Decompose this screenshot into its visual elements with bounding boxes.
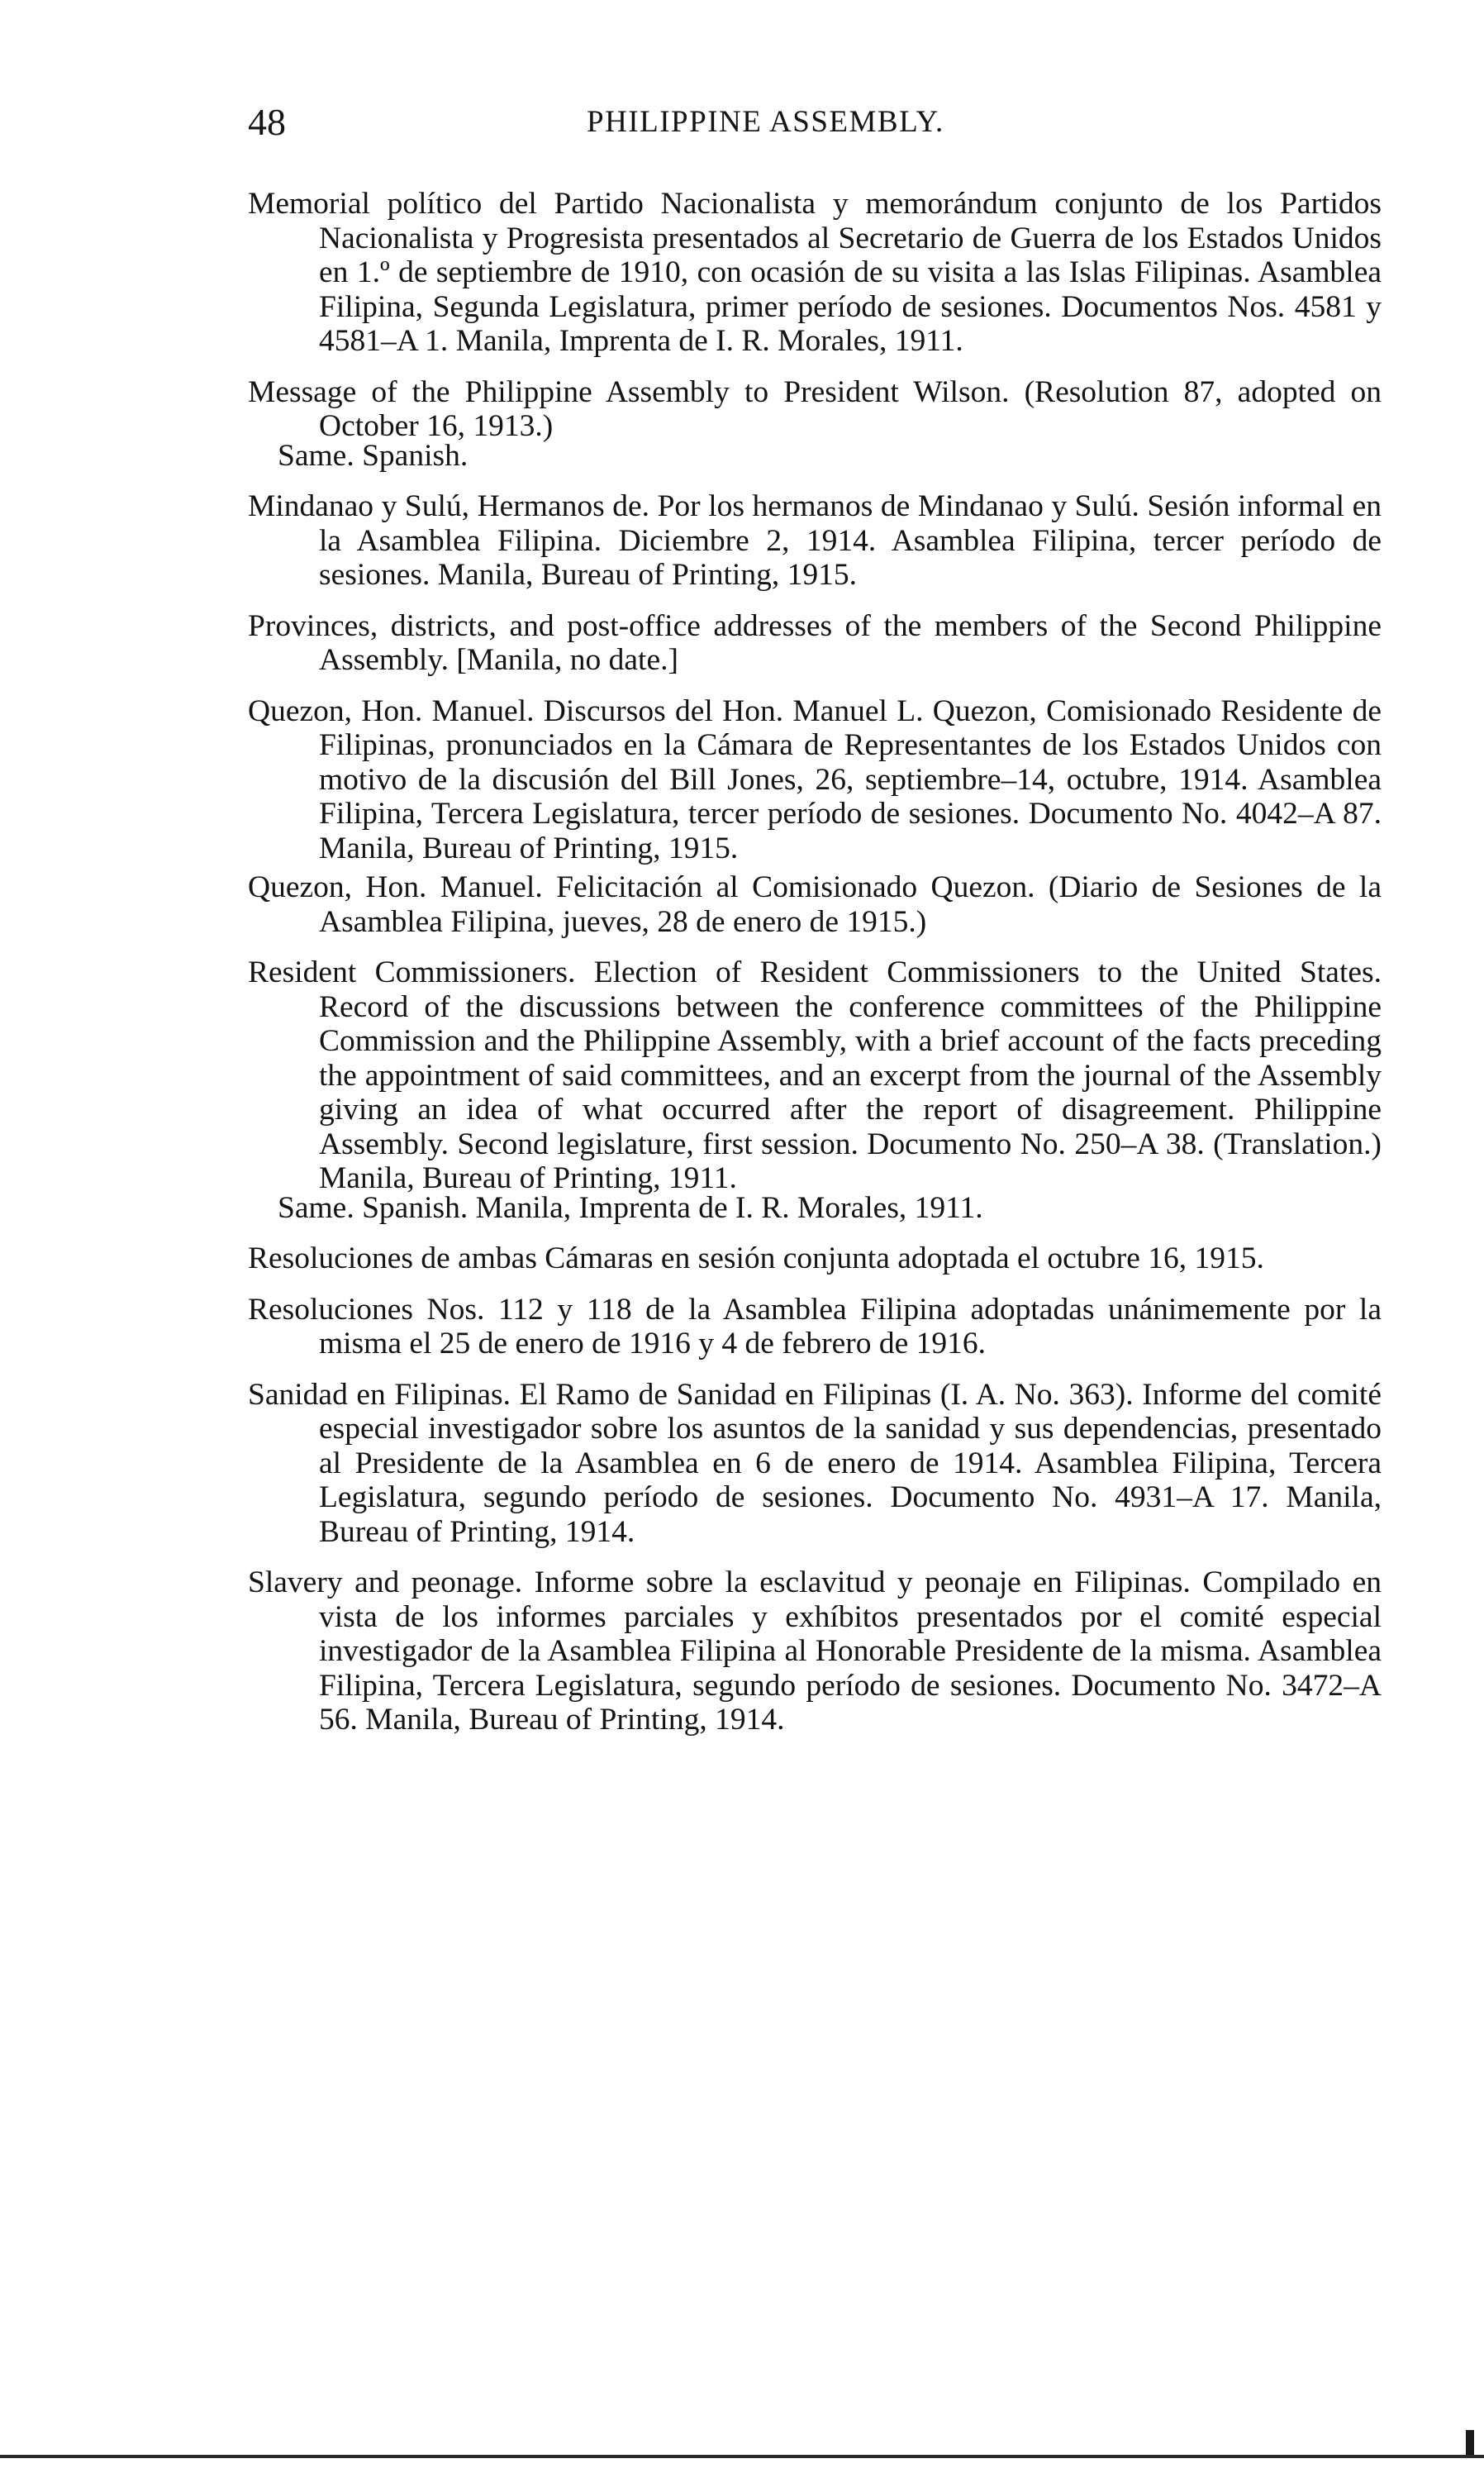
page-header [248,98,1388,147]
bibliography-entry: Sanidad en Filipinas. El Ramo de Sanidad en Filipinas (I. A. No. 363). Informe del comité especial investigador sobre los asuntos de la sanidad y sus dependencias, presentado al Presidente de la Asamblea en 6 de enero de 1914. Asamblea Filipina, Tercera Legislatura, segundo período de sesiones. Documento No. 4931–A 17. Manila, Bureau of Printing, 1914. [248,1377,1382,1549]
bibliography-subentry: Same. Spanish. [278,438,469,473]
bibliography-entry: Mindanao y Sulú, Hermanos de. Por los hermanos de Mindanao y Sulú. Sesión informal en la Asamblea Filipina. Diciembre 2, 1914. Asamblea Filipina, tercer período de sesiones. Manila, Bureau of Printing, 1915. [248,489,1382,592]
bibliography-entry: Slavery and peonage. Informe sobre la esclavitud y peonaje en Filipinas. Compilado en vista de los informes parciales y exhíbitos presentados por el comité especial investigador de la Asamblea Filipina al Honorable Presidente de la misma. Asamblea Filipina, Tercera Legislatura, segundo período de sesiones. Documento No. 3472–A 56. Manila, Bureau of Printing, 1914. [248,1565,1382,1737]
page-number: 48 [248,101,286,143]
running-head: PHILIPPINE ASSEMBLY. [587,105,944,139]
scan-bottom-rule [0,2455,1484,2458]
bibliography-entry: Memorial político del Partido Nacionalista y memorándum conjunto de los Partidos Nacionalista y Progresista presentados al Secretario de Guerra de los Estados Unidos en 1.º de septiembre de 1910, con ocasión de su visita a las Islas Filipinas. Asamblea Filipina, Segunda Legislatura, primer período de sesiones. Documentos Nos. 4581 y 4581–A 1. Manila, Imprenta de I. R. Morales, 1911. [248,187,1382,358]
bibliography-entry: Quezon, Hon. Manuel. Felicitación al Comisionado Quezon. (Diario de Sesiones de la Asamblea Filipina, jueves, 28 de enero de 1915.) [248,870,1382,939]
bibliography-entry: Message of the Philippine Assembly to President Wilson. (Resolution 87, adopted on October 16, 1913.) [248,374,1382,443]
bibliography-subentry: Same. Spanish. Manila, Imprenta de I. R. Morales, 1911. [278,1190,983,1225]
bibliography-entry: Resoluciones Nos. 112 y 118 de la Asamblea Filipina adoptadas unánimemente por la misma el 25 de enero de 1916 y 4 de febrero de 1916. [248,1292,1382,1360]
bibliography-entry: Resoluciones de ambas Cámaras en sesión conjunta adoptada el octubre 16, 1915. [248,1241,1264,1275]
bibliography-list [248,187,1382,1754]
scan-edge-mark [1466,2430,1474,2455]
bibliography-entry: Provinces, districts, and post-office addresses of the members of the Second Philippine Assembly. [Manila, no date.] [248,608,1382,677]
bibliography-entry: Quezon, Hon. Manuel. Discursos del Hon. Manuel L. Quezon, Comisionado Residente de Filipinas, pronunciados en la Cámara de Representantes de los Estados Unidos con motivo de la discusión del Bill Jones, 26, septiembre–14, octubre, 1914. Asamblea Filipina, Tercera Legislatura, tercer período de sesiones. Documento No. 4042–A 87. Manila, Bureau of Printing, 1915. [248,693,1382,865]
bibliography-entry: Resident Commissioners. Election of Resident Commissioners to the United States. Record of the discussions between the conference committees of the Philippine Commission and the Philippine Assembly, with a brief account of the facts preceding the appointment of said committees, and an excerpt from the journal of the Assembly giving an idea of what occurred after the report of disagreement. Philippine Assembly. Second legislature, first session. Documento No. 250–A 38. (Translation.) Manila, Bureau of Printing, 1911. [248,955,1382,1195]
